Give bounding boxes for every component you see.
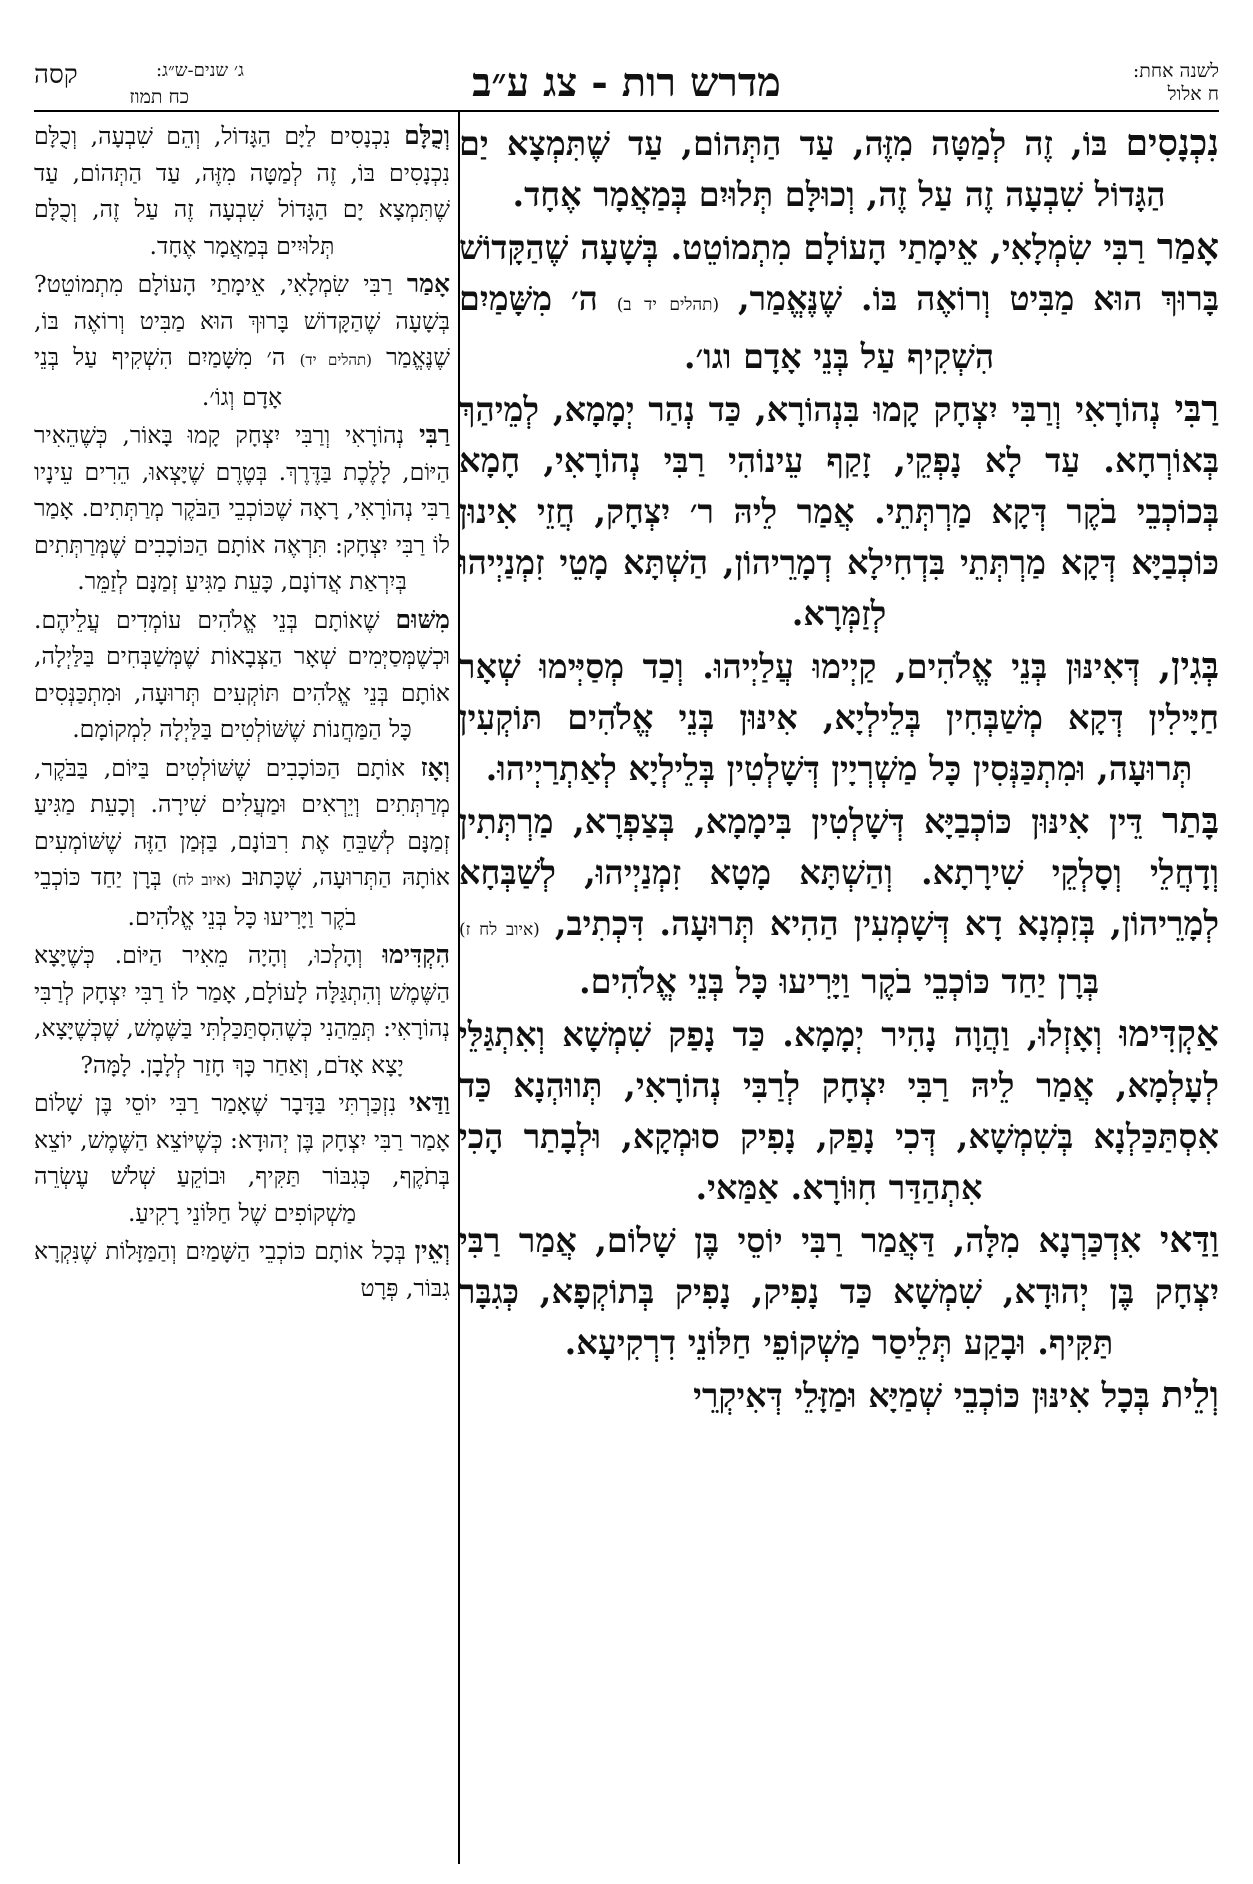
side-paragraph bbox=[34, 750, 450, 936]
paragraph-text: נִכְנָסִים לַיָּם הַגָּדוֹל, וְהֵם שִׁבְעָה, וְכֻלָּם נִכְנָסִים בּוֹ, זֶה לְמַטָּה מִזֶּה, עַד הַתְּהוֹם, עַד שֶׁתִּמְצָא יָם הַגָּדוֹל שִׁבְעָה זֶה עַל זֶה, וְכֻלָּם תְּלוּיִים בְּמַאֲמָר אֶחָד. bbox=[34, 122, 450, 260]
three-year-date: כח תמוז bbox=[129, 86, 189, 108]
paragraph-opening-word: מִשּׁוּם bbox=[395, 604, 450, 634]
paragraph-text: וְאָזְלוּ, וַהֲוָה נָהִיר יְמָמָא. כַּד נָפַק שִׁמְשָׁא וְאִתְגַּלֵּי לְעָלְמָא, אֲמַר לֵיהּ רַבִּי יִצְחָק לְרַבִּי נְהוֹרָאִי, תְּווּהְנָא כַּד אִסְתַּכַּלְנָא בְּשִׁמְשָׁא, דְּכִי נָפַק, נָפִיק סוּמְקָא, וּלְבָתַר הָכִי אִתְהַדַּר חִוּוֹרָא. אַמַּאי. bbox=[459, 1015, 1219, 1207]
main-paragraph bbox=[459, 1370, 1219, 1421]
paragraph-opening-word: רַבִּי bbox=[419, 420, 450, 449]
paragraph-text: נְהוֹרָאִי וְרַבִּי יִצְחָק קָמוּ בִּנְהוֹרָא, כַּד נְהַר יְמָמָא, לְמֵיהַךְ בְּאוֹרְחָא. עַד לָא נָפְקֵי, זָקַף עֵינוֹהִי רַבִּי נְהוֹרָאִי, חָמָא בְּכוֹכְבֵי בֹקֶר דְּקָא מַרְתְּתֵי. אֲמַר לֵיהּ ר׳ יִצְחָק, חֲזֵי אִינוּן כּוֹכְבַיָּא דְּקָא מַרְתְּתֵי בִּדְחִילָא דְמָרֵיהוֹן, הַשְׁתָּא מָטֵי זִמְנַיְיהוּ לְזַמְּרָא. bbox=[459, 390, 1219, 633]
paragraph-text: דֵּין אִינּוּן כּוֹכְבַיָּא דְּשָׁלְטִין בִּימָמָא, בְּצַפְרָא, מַרְתְּתִין וְדָחֲלֵי וְסָלְקֵי שִׁירָתָא. וְהַשְׁתָּא מָטָא זִמְנַיְיהוּ, לְשַׁבְּחָא לְמָרֵיהוֹן, בְּזִמְנָא דָא דְּשָׁמְעִין הַהִיא תְּרוּעָה. דִּכְתִיב, bbox=[459, 802, 1219, 943]
paragraph-opening-word: אַקְדִּימוּ bbox=[1119, 1013, 1219, 1055]
main-paragraph bbox=[459, 222, 1219, 382]
paragraph-text: שֶׁאוֹתָם בְּנֵי אֱלֹהִים עוֹמְדִים עֲלֵיהֶם. וּכְשֶׁמְּסַיְּמִים שְׁאָר הַצְּבָאוֹת שֶׁמְּשַׁבְּחִים בַּלַּיְלָה, אוֹתָם בְּנֵי אֱלֹהִים תּוֹקְעִים תְּרוּעָה, וּמִתְכַּנְּסִים כָּל הַמַּחֲנוֹת שֶׁשּׁוֹלְטִים בַּלַּיְלָה לִמְקוֹמָם. bbox=[34, 605, 450, 743]
column-divider bbox=[458, 112, 460, 1864]
paragraph-text: נִזְכַּרְתִּי בַּדָּבָר שֶׁאָמַר רַבִּי יוֹסֵי בֶּן שָׁלוֹם אָמַר רַבִּי יִצְחָק בֶּן יְהוּדָא: כְּשֶׁיּוֹצֵא הַשֶּׁמֶשׁ, יוֹצֵא בְּתֹקֶף, כְּגִבּוֹר תַּקִּיף, וּבוֹקֵעַ שְׁלֹשׁ עֶשְׂרֵה מַשְׁקוֹפִים שֶׁל חַלּוֹנֵי רָקִיעַ. bbox=[34, 1089, 450, 1227]
main-paragraph bbox=[459, 796, 1219, 1007]
side-paragraph bbox=[34, 1085, 450, 1231]
paragraph-opening-word: נִכְנָסִים bbox=[1125, 122, 1219, 164]
paragraph-text: בְּכָל אִינּוּן כּוֹכְבֵי שְׁמַיָּא וּמַזָּלֵי דְּאִיקְרֵי bbox=[693, 1376, 1162, 1415]
paragraph-opening-word: הִקְדִּימוּ bbox=[382, 940, 450, 969]
paragraph-opening-word: בָּתַר bbox=[1162, 800, 1219, 842]
paragraph-text: ה׳ מִשָּׁמַיִם הִשְׁקִיף עַל בְּנֵי אָדָם וגו׳. bbox=[459, 279, 995, 376]
paragraph-text: רַבִּי שִׂמְלָאִי, אֵימָתַי הָעוֹלָם מִתְמוֹטֵט? בְּשָׁעָה שֶׁהַקָּדוֹשׁ בָּרוּךְ הוּא מַבִּיט וְרוֹאֶה בּוֹ, שֶׁנֶּאֱמַר bbox=[34, 270, 450, 371]
paragraph-text: אִדְכַּרְנָא מִלָּה, דַּאֲמַר רַבִּי יוֹסֵי בֶּן שָׁלוֹם, אֲמַר רַבִּי יִצְחָק בֶּן יְהוּדָא, שִׁמְשָׁא כַּד נָפִיק, נָפִיק בְּתוֹקְפָא, כְּגִבָּר תַּקִּיף. וּבָקַע תְּלֵיסַר מַשְׁקוֹפֵי חַלּוֹנֵי דִרְקִיעָא. bbox=[459, 1221, 1219, 1362]
paragraph-opening-word: וְכֻלָּם bbox=[404, 121, 450, 150]
paragraph-opening-word: אָמַר bbox=[406, 269, 450, 298]
paragraph-text: וְהָלְכוּ, וְהָיָה מֵאִיר הַיּוֹם. כְּשֶׁיָּצָא הַשֶּׁמֶשׁ וְהִתְגַּלָּה לָעוֹלָם, אָמַר לוֹ רַבִּי יִצְחָק לְרַבִּי נְהוֹרָאִי: תְּמֵהַנִי כְּשֶׁהִסְתַּכַּלְתִּי בַּשֶּׁמֶשׁ, שֶׁכְּשֶׁיָּצָא, יָצָא אָדֹם, וְאַחַר כָּךְ חָזַר לְלָבָן. לָמָּה? bbox=[34, 941, 450, 1079]
paragraph-text: ה׳ מִשָּׁמַיִם הִשְׁקִיף עַל בְּנֵי אָדָם וְגוֹ׳. bbox=[34, 343, 300, 411]
page-title: מדרש רות - צג ע״ב bbox=[472, 59, 781, 106]
paragraph-text: רַבִּי שִׂמְלָאִי, אֵימָתַי הָעוֹלָם מִתְמוֹטֵט. בְּשָׁעָה שֶׁהַקָּדוֹשׁ בָּרוּךְ הוּא מַבִּיט וְרוֹאֶה בּוֹ. שֶׁנֶּאֱמַר, bbox=[459, 228, 1219, 318]
header-rule bbox=[34, 110, 1219, 112]
verse-reference: (תהלים יד ב) bbox=[616, 295, 720, 315]
main-paragraph bbox=[459, 1009, 1219, 1213]
main-column-aramaic bbox=[459, 118, 1219, 1864]
main-paragraph bbox=[459, 1215, 1219, 1368]
one-year-label: לשנה אחת: bbox=[1132, 60, 1219, 82]
side-paragraph bbox=[34, 1233, 450, 1306]
three-year-label: ג׳ שנים-ש״ג: bbox=[155, 60, 244, 81]
side-paragraph bbox=[34, 266, 450, 415]
paragraph-text: דְּאִינּוּן בְּנֵי אֱלֹהִים, קַיְימוּ עֲלַיְיהוּ. וְכַד מְסַיְּימוּ שְׁאָר חַיָּילִין דְּקָא מְשַׁבְּחִין בְּלֵילְיָא, אִינּוּן בְּנֵי אֱלֹהִים תּוֹקְעִין תְּרוּעָה, וּמִתְכַּנְּסִין כָּל מַשְׁרְיָין דְּשָׁלְטִין בְּלֵילְיָא לְאַתְרַיְיהוּ. bbox=[459, 647, 1219, 788]
paragraph-text: בּוֹ, זֶה לְמַטָּה מִזֶּה, עַד הַתְּהוֹם, עַד שֶׁתִּמְצָא יַם הַגָּדוֹל שִׁבְעָה זֶה עַל זֶה, וְכוּלָּם תְּלוּיִם בְּמַאֲמָר אֶחָד. bbox=[459, 124, 1166, 214]
paragraph-opening-word: וַדַּאי bbox=[1159, 1219, 1219, 1261]
side-column-hebrew-translation bbox=[34, 118, 450, 1864]
paragraph-opening-word: בְּגִין, bbox=[1158, 645, 1219, 687]
main-paragraph bbox=[459, 118, 1219, 220]
paragraph-text: אוֹתָם הַכּוֹכָבִים שֶׁשּׁוֹלְטִים בַּיּוֹם, בַּבֹּקֶר, מְרַתְּתִים וְיֵרְאִים וּמַעֲלִים שִׁירָה. וְכָעֵת מַגִּיעַ זְמַנָּם לְשַׁבֵּחַ אֶת רִבּוֹנָם, בַּזְּמַן הַזֶּה שֶׁשּׁוֹמְעִים אוֹתָהּ הַתְּרוּעָה, שֶׁכָּתוּב bbox=[34, 753, 450, 891]
side-paragraph bbox=[34, 602, 450, 748]
paragraph-text: נְהוֹרָאִי וְרַבִּי יִצְחָק קָמוּ בָּאוֹר, כְּשֶׁהֵאִיר הַיּוֹם, לָלֶכֶת בַּדֶּרֶךְ. בְּטֶרֶם שֶׁיָּצְאוּ, הֵרִים עֵינָיו רַבִּי נְהוֹרָאִי, רָאָה שֶׁכּוֹכְבֵי הַבֹּקֶר מְרַתְּתִים. אָמַר לוֹ רַבִּי יִצְחָק: תִּרְאֶה אוֹתָם הַכּוֹכָבִים שֶׁמְּרַתְּתִים בְּיִרְאַת אֲדוֹנָם, כָּעֵת מַגִּיעַ זְמַנָּם לְזַמֵּר. bbox=[34, 421, 450, 595]
paragraph-opening-word: וְאֵין bbox=[414, 1236, 450, 1265]
paragraph-opening-word: וְאָז bbox=[420, 752, 450, 782]
paragraph-text: בְּכָל אוֹתָם כּוֹכְבֵי הַשָּׁמַיִם וְהַמַּזָּלוֹת שֶׁנִּקְרָא גִבּוֹר, פְּרָט bbox=[34, 1237, 450, 1302]
verse-reference: (תהלים יד) bbox=[299, 351, 372, 369]
paragraph-opening-word: וַדַּאי bbox=[408, 1088, 450, 1117]
side-paragraph bbox=[34, 118, 450, 264]
page-header bbox=[34, 60, 1219, 108]
one-year-date: ח אלול bbox=[1167, 83, 1219, 105]
paragraph-opening-word: אָמַר bbox=[1156, 226, 1219, 268]
side-paragraph bbox=[34, 937, 450, 1083]
main-paragraph bbox=[459, 384, 1219, 639]
paragraph-opening-word: רַבִּי bbox=[1174, 388, 1219, 430]
verse-reference: (איוב לח ז) bbox=[459, 920, 540, 940]
main-paragraph bbox=[459, 641, 1219, 794]
page-number: קסה bbox=[34, 60, 78, 90]
paragraph-opening-word: וְלֵית bbox=[1161, 1374, 1219, 1416]
verse-reference: (איוב לח) bbox=[171, 871, 232, 889]
paragraph-text: בְּרָן יַחַד כּוֹכְבֵי בֹקֶר וַיָּרִיעוּ כָּל בְּנֵי אֱלֹהִים. bbox=[578, 962, 1100, 1001]
paragraph-text: בְּרָן יַחַד כּוֹכְבֵי בֹקֶר וַיָּרִיעוּ כָּל בְּנֵי אֱלֹהִים. bbox=[34, 863, 357, 931]
side-paragraph bbox=[34, 417, 450, 600]
